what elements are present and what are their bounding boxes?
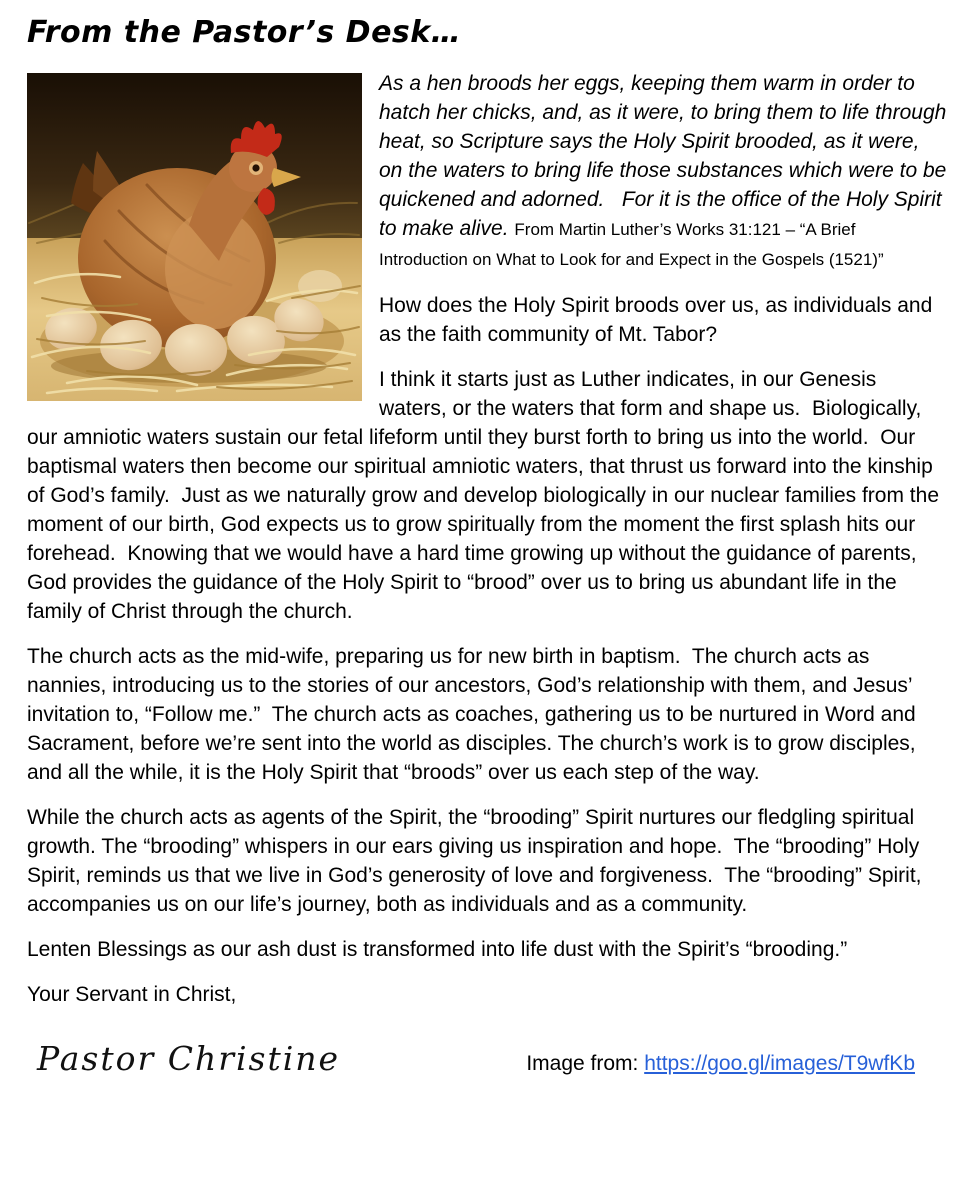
- image-credit-link[interactable]: https://goo.gl/images/T9wfKb: [644, 1052, 915, 1075]
- hen-photo: [27, 73, 362, 401]
- paragraph-closing: Your Servant in Christ,: [27, 983, 237, 1006]
- paragraph-church-midwife: The church acts as the mid-wife, preparing us for new birth in baptism. The church acts as nannies, introducing us to the stories of our ancestors, God’s relationship with them, and Jesus’ invitation to, “Follow me.” The church acts as coaches, gathering us to be nurtured in Word and Sacrament, before we’re sent into the world as disciples. The church’s work is to grow disciples, and all the while, it is the Holy Spirit that “broods” over us each step of the way.: [27, 645, 922, 784]
- paragraph-lenten-blessings: Lenten Blessings as our ash dust is transformed into life dust with the Spirit’s “brooding.”: [27, 938, 848, 961]
- article-body: [27, 69, 953, 1025]
- image-credit-label: Image from:: [526, 1052, 645, 1075]
- paragraph-question: How does the Holy Spirit broods over us, as individuals and as the faith community of Mt. Tabor?: [379, 294, 939, 346]
- page-footer: [27, 1039, 947, 1078]
- page-title: From the Pastor’s Desk…: [27, 15, 462, 50]
- quote-citation: From Martin Luther’s Works 31:121 – “A Brief Introduction on What to Look for and Expect in the Gospels (1521)”: [379, 220, 884, 269]
- paragraph-genesis-waters: I think it starts just as Luther indicates, in our Genesis waters, or the waters that form and shape us. Biologically, our amniotic waters sustain our fetal lifeform until they burst forth to bring us into the world. Our baptismal waters then become our spiritual amniotic waters, that thrust us forward into the kinship of God’s family. Just as we naturally grow and develop biologically in our nuclear families from the moment of our birth, God expects us to grow spiritually from the moment the first splash hits our forehead. Knowing that we would have a hard time growing up without the guidance of parents, God provides the guidance of the Holy Spirit to “brood” over us to bring us abundant life in the family of Christ through the church.: [27, 368, 945, 623]
- luther-quote-text: As a hen broods her eggs, keeping them warm in order to hatch her chicks, and, as it were, to bring them to life through heat, so Scripture says the Holy Spirit brooded, as it were, on the waters to bring life those substances which were to be quickened and adorned. For it is the office of the Holy Spirit to make alive.: [379, 72, 953, 240]
- signature: Pastor Christine: [37, 1039, 341, 1078]
- paragraph-brooding-spirit: While the church acts as agents of the Spirit, the “brooding” Spirit nurtures our fledgling spiritual growth. The “brooding” whispers in our ears giving us inspiration and hope. The “brooding” Holy Spirit, reminds us that we live in God’s generosity of love and forgiveness. The “brooding” Spirit, accompanies us on our life’s journey, both as individuals and as a community.: [27, 806, 928, 916]
- hen-illustration: [27, 73, 362, 401]
- image-credit: [526, 1049, 915, 1078]
